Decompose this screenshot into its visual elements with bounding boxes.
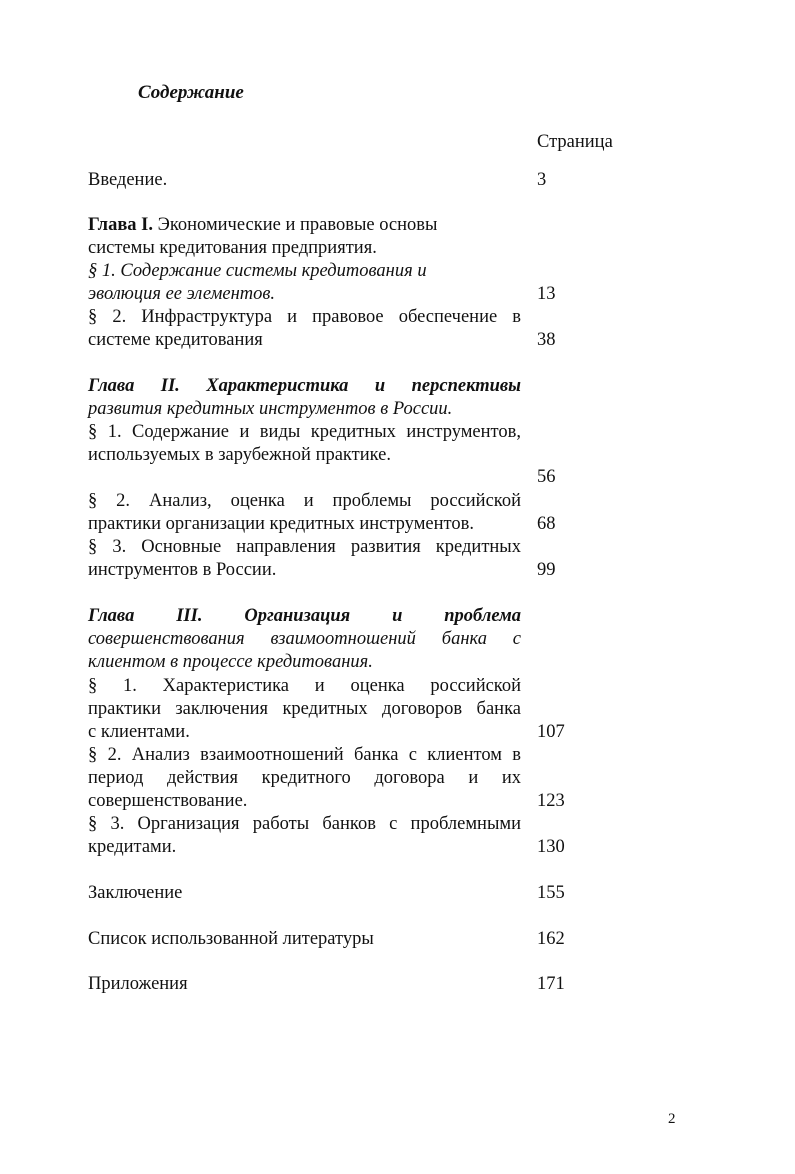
toc-bibliography-page: 162 [537, 929, 565, 949]
chapter1-title-prefix: Глава I. [88, 215, 154, 235]
chapter1-s1-page: 13 [537, 284, 556, 304]
chapter1-title-line2: системы кредитования предприятия. [88, 238, 377, 258]
chapter2-title-line2: развития кредитных инструментов в России. [88, 399, 453, 419]
chapter2-title-line1: Глава II. Характеристика и перспективы [88, 376, 521, 396]
chapter2-s3-page: 99 [537, 560, 556, 580]
toc-appendices-label: Приложения [88, 974, 188, 994]
chapter3-s2-line1: § 2. Анализ взаимоотношений банка с клиентом в [88, 745, 521, 765]
chapter3-s1-page: 107 [537, 722, 565, 742]
chapter3-title-line3: клиентом в процессе кредитования. [88, 652, 373, 672]
toc-intro-label: Введение. [88, 170, 168, 190]
chapter2-s1-line1: § 1. Содержание и виды кредитных инструментов, [88, 422, 521, 442]
chapter2-s2-line1: § 2. Анализ, оценка и проблемы российской [88, 491, 521, 511]
chapter2-s3-line1: § 3. Основные направления развития кредитных [88, 537, 521, 557]
chapter3-s2-line2: период действия кредитного договора и их [88, 768, 521, 788]
chapter2-s1-page: 56 [537, 467, 556, 487]
chapter3-s2-page: 123 [537, 791, 565, 811]
chapter1-s2-line1: § 2. Инфраструктура и правовое обеспечение в [88, 307, 521, 327]
chapter1-s1-line2: эволюция ее элементов. [88, 284, 276, 304]
chapter2-s3-line2: инструментов в России. [88, 560, 277, 580]
chapter2-s2-line2: практики организации кредитных инструментов. [88, 514, 474, 534]
chapter1-s2-line2: системе кредитования [88, 330, 263, 350]
chapter3-s1-line1: § 1. Характеристика и оценка российской [88, 676, 521, 696]
page-column-label: Страница [537, 132, 613, 152]
chapter1-title-line1 [88, 214, 521, 237]
chapter1-title-rest: Экономические и правовые основы [157, 215, 438, 235]
toc-heading: Содержание [138, 82, 244, 103]
chapter1-s2-page: 38 [537, 330, 556, 350]
chapter3-s3-page: 130 [537, 837, 565, 857]
chapter3-title-line1: Глава III. Организация и проблема [88, 606, 521, 626]
chapter3-s1-line2: практики заключения кредитных договоров банка [88, 699, 521, 719]
toc-conclusion-page: 155 [537, 883, 565, 903]
chapter3-s3-line1: § 3. Организация работы банков с проблемными [88, 814, 521, 834]
footer-page-number: 2 [668, 1111, 676, 1127]
chapter2-s2-page: 68 [537, 514, 556, 534]
toc-appendices-page: 171 [537, 974, 565, 994]
chapter3-s2-line3: совершенствование. [88, 791, 248, 811]
chapter3-s1-line3: с клиентами. [88, 722, 190, 742]
toc-intro-page: 3 [537, 170, 547, 190]
toc-conclusion-label: Заключение [88, 883, 183, 903]
chapter3-title-line2: совершенствования взаимоотношений банка с [88, 629, 521, 649]
chapter2-s1-line2: используемых в зарубежной практике. [88, 445, 392, 465]
chapter3-s3-line2: кредитами. [88, 837, 177, 857]
chapter1-s1-line1: § 1. Содержание системы кредитования и [88, 261, 427, 281]
toc-bibliography-label: Список использованной литературы [88, 929, 374, 949]
